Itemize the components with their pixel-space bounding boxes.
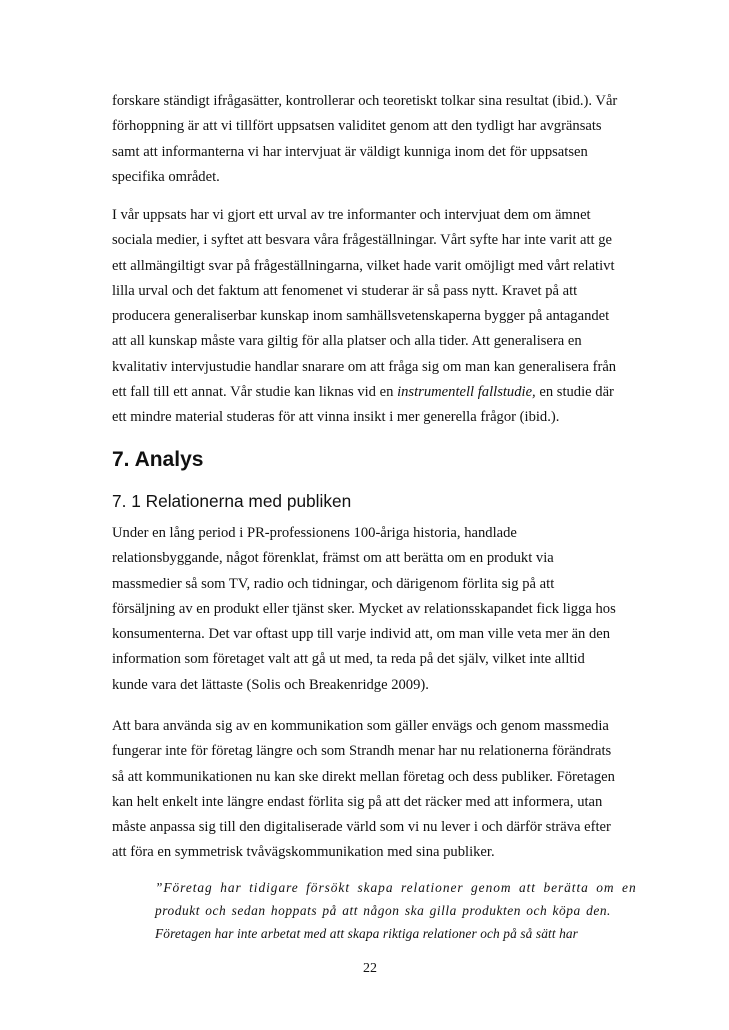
- text-segment: ett fall till ett annat. Vår studie kan liknas vid en: [112, 384, 394, 401]
- quote-line: Företagen har inte arbetat med att skapa riktiga relationer och på så sätt har: [155, 926, 578, 941]
- text-line-with-italic: [112, 380, 632, 405]
- text-line: relationsbyggande, något förenklat, främst om att berätta om en produkt via: [112, 550, 554, 567]
- text-line: måste anpassa sig till den digitaliserade värld som vi nu lever i och därför sträva efter: [112, 819, 611, 836]
- text-line: lilla urval och det faktum att fenomenet vi studerar är så pass nytt. Kravet på att: [112, 282, 578, 299]
- text-line: massmedier så som TV, radio och tidningar, och därigenom förlita sig på att: [112, 575, 555, 592]
- text-line: kunde vara det lättaste (Solis och Breakenridge 2009).: [112, 676, 429, 693]
- paragraph-pr-history: [112, 521, 632, 698]
- text-line: sociala medier, i syftet att besvara våra frågeställningar. Vårt syfte har inte varit att ge: [112, 232, 612, 249]
- paragraph-two-way-communication: [112, 714, 632, 866]
- text-line: konsumenterna. Det var oftast upp till varje individ att, om man ville veta mer än den: [112, 626, 611, 643]
- text-line: ett allmängiltigt svar på frågeställningarna, vilket hade varit omöjligt med vårt relativt: [112, 257, 615, 274]
- text-line: att all kunskap måste vara giltig för alla platser och alla tider. Att generalisera en: [112, 333, 582, 350]
- text-line: så att kommunikationen nu kan ske direkt mellan företag och dess publiker. Företagen: [112, 768, 615, 785]
- section-heading: 7. Analys: [112, 448, 204, 471]
- subsection-heading: 7. 1 Relationerna med publiken: [112, 491, 352, 511]
- quote-line: ”Företag har tidigare försökt skapa relationer genom att berätta om en: [155, 880, 637, 895]
- block-quote: [155, 876, 637, 945]
- italic-term: instrumentell fallstudie,: [397, 384, 536, 401]
- text-line: forskare ständigt ifrågasätter, kontrollerar och teoretiskt tolkar sina resultat (ibid.). Vår: [112, 93, 618, 109]
- text-line: I vår uppsats har vi gjort ett urval av tre informanter och intervjuat dem om ämnet: [112, 207, 591, 223]
- text-line: specifika området.: [112, 168, 220, 185]
- page-number: 22: [363, 961, 377, 976]
- text-line: förhoppning är att vi tillfört uppsatsen validitet genom att den tydligt har avgränsats: [112, 118, 602, 135]
- text-line: fungerar inte för företag längre och som Strandh menar har nu relationerna förändrats: [112, 743, 612, 760]
- text-line: producera generaliserbar kunskap inom samhällsvetenskaperna bygger på antagandet: [112, 308, 610, 325]
- text-line: Under en lång period i PR-professionens 100-åriga historia, handlade: [112, 525, 517, 541]
- text-line: information som företaget valt att gå ut med, ta reda på det själv, vilket inte alltid: [112, 651, 585, 668]
- text-line: ett mindre material studeras för att vinna insikt i mer generella frågor (ibid.).: [112, 409, 560, 426]
- paragraph-selection: [112, 203, 632, 431]
- quote-line: produkt och sedan hoppats på att någon ska gilla produkten och köpa den.: [155, 903, 611, 918]
- text-line: Att bara använda sig av en kommunikation som gäller envägs och genom massmedia: [112, 718, 609, 734]
- text-line: att föra en symmetrisk tvåvägskommunikation med sina publiker.: [112, 844, 495, 861]
- text-line: kan helt enkelt inte längre endast förlita sig på att det räcker med att informera, utan: [112, 793, 603, 810]
- text-segment: en studie där: [535, 384, 614, 401]
- text-line: kvalitativ intervjustudie handlar snarare om att fråga sig om man kan generalisera från: [112, 358, 617, 375]
- text-line: försäljning av en produkt eller tjänst sker. Mycket av relationsskapandet fick ligga hos: [112, 600, 616, 617]
- text-line: samt att informanterna vi har intervjuat är väldigt kunniga inom det för uppsatsen: [112, 143, 588, 160]
- paragraph-validity: [112, 89, 632, 190]
